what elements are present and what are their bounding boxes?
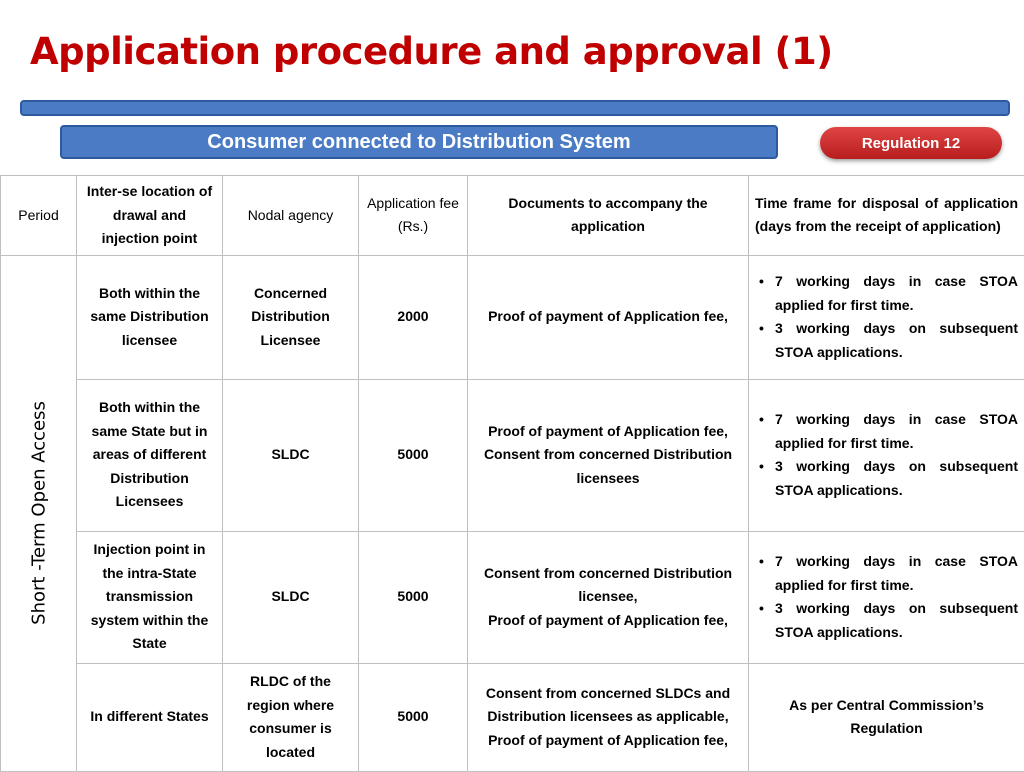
title-underline-bar — [20, 100, 1010, 116]
document-line: Consent from concerned Distribution licensee, — [474, 562, 742, 609]
procedure-table — [0, 175, 1024, 772]
header-agency: Nodal agency — [223, 176, 359, 256]
header-fee: Application fee (Rs.) — [359, 176, 468, 256]
cell-documents — [468, 531, 749, 663]
cell-timeframe — [749, 531, 1024, 663]
cell-agency: SLDC — [223, 379, 359, 531]
cell-fee: 5000 — [359, 663, 468, 771]
cell-fee: 5000 — [359, 531, 468, 663]
header-timeframe: Time frame for disposal of application (days from the receipt of application) — [749, 176, 1024, 256]
header-period: Period — [1, 176, 77, 256]
timeframe-item: • 3 working days on subsequent STOA applications. — [755, 317, 1018, 364]
cell-location: In different States — [77, 663, 223, 771]
document-line: Proof of payment of Application fee, — [474, 609, 742, 633]
cell-agency: RLDC of the region where consumer is located — [223, 663, 359, 771]
table-header-row — [1, 176, 1024, 256]
header-location: Inter-se location of drawal and injection point — [77, 176, 223, 256]
cell-location: Injection point in the intra-State transmission system within the State — [77, 531, 223, 663]
cell-agency: Concerned Distribution Licensee — [223, 255, 359, 379]
cell-location: Both within the same State but in areas of different Distribution Licensees — [77, 379, 223, 531]
timeframe-item: • 7 working days in case STOA applied for first time. — [755, 408, 1018, 455]
timeframe-item: • 7 working days in case STOA applied for first time. — [755, 270, 1018, 317]
table-row — [1, 255, 1024, 379]
page-title: Application procedure and approval (1) — [30, 30, 833, 73]
period-label: Short -Term Open Access — [27, 401, 51, 625]
table-row — [1, 663, 1024, 771]
section-subtitle-banner: Consumer connected to Distribution System — [60, 125, 778, 159]
cell-timeframe: As per Central Commission’s Regulation — [749, 663, 1024, 771]
timeframe-item: • 3 working days on subsequent STOA applications. — [755, 597, 1018, 644]
cell-timeframe — [749, 255, 1024, 379]
header-documents: Documents to accompany the application — [468, 176, 749, 256]
regulation-button[interactable]: Regulation 12 — [820, 127, 1002, 159]
cell-fee: 5000 — [359, 379, 468, 531]
cell-agency: SLDC — [223, 531, 359, 663]
timeframe-item: • 7 working days in case STOA applied for first time. — [755, 550, 1018, 597]
table-row — [1, 379, 1024, 531]
cell-fee: 2000 — [359, 255, 468, 379]
cell-documents: Consent from concerned SLDCs and Distribution licensees as applicable, Proof of payment of Application fee, — [468, 663, 749, 771]
timeframe-item: • 3 working days on subsequent STOA applications. — [755, 455, 1018, 502]
cell-location: Both within the same Distribution licensee — [77, 255, 223, 379]
table-row — [1, 531, 1024, 663]
cell-documents: Proof of payment of Application fee, Consent from concerned Distribution licensees — [468, 379, 749, 531]
cell-timeframe — [749, 379, 1024, 531]
cell-documents: Proof of payment of Application fee, — [468, 255, 749, 379]
period-cell — [1, 255, 77, 771]
